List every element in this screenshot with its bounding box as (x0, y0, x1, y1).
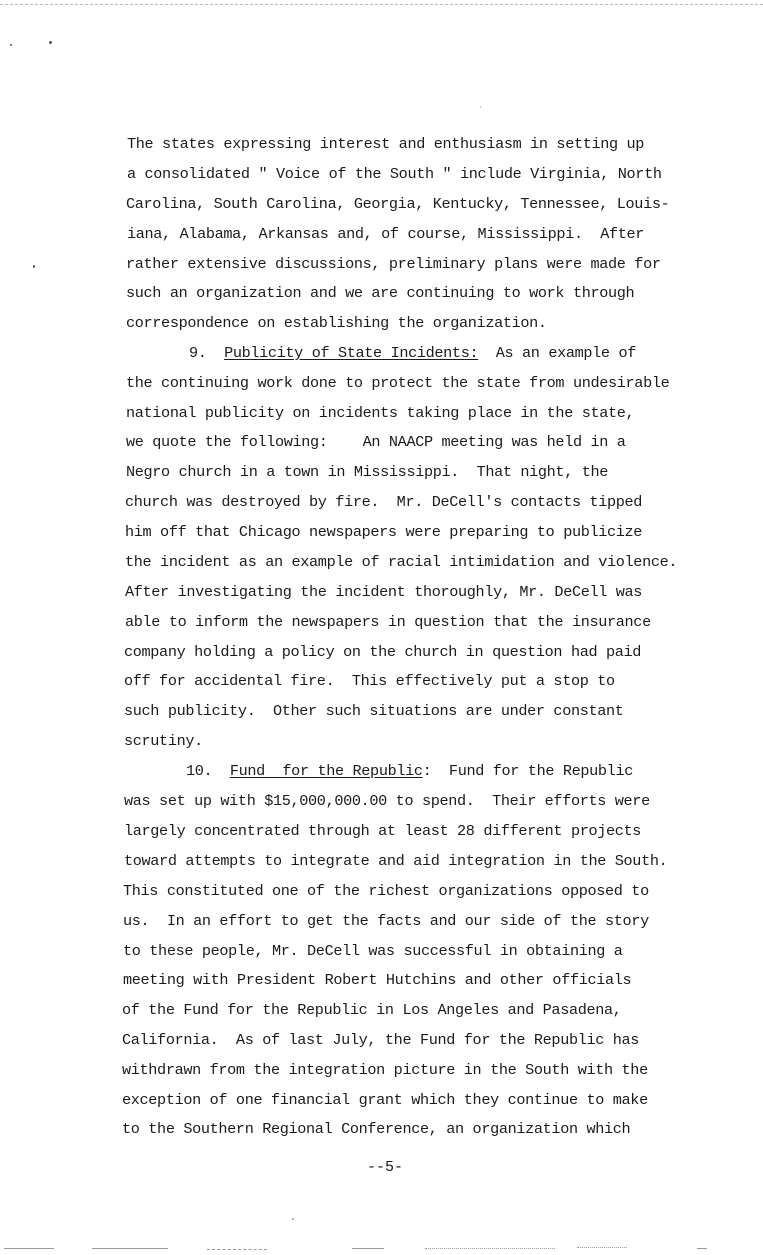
text-line: such publicity. Other such situations are under constant (124, 702, 624, 720)
section-9-first-line (189, 342, 636, 364)
text-line: largely concentrated through at least 28 different projects (124, 822, 642, 840)
section-9-number: 9. (189, 344, 207, 362)
text-line: to these people, Mr. DeCell was successful in obtaining a (123, 942, 623, 960)
section-10-number: 10. (186, 762, 213, 780)
text-line: rather extensive discussions, preliminary plans were made for (126, 255, 661, 273)
text-line: The states expressing interest and enthusiasm in setting up (127, 135, 645, 153)
text-line: Carolina, South Carolina, Georgia, Kentucky, Tennessee, Louis- (126, 195, 670, 213)
text-line: us. In an effort to get the facts and our side of the story (123, 912, 649, 930)
text-line: California. As of last July, the Fund for the Republic has (122, 1031, 640, 1049)
scan-line (92, 1248, 168, 1249)
text-line: withdrawn from the integration picture in the South with the (122, 1061, 648, 1079)
text-line: company holding a policy on the church in question had paid (124, 643, 642, 661)
scan-line (697, 1248, 707, 1249)
section-10-first-line (186, 760, 633, 782)
text-line: him off that Chicago newspapers were preparing to publicize (125, 523, 643, 541)
text-line: iana, Alabama, Arkansas and, of course, Mississippi. After (127, 225, 645, 243)
text-line: national publicity on incidents taking place in the state, (126, 404, 635, 422)
text-line: This constituted one of the richest organizations opposed to (123, 882, 649, 900)
scan-line (425, 1248, 555, 1249)
text-line: off for accidental fire. This effectively put a stop to (124, 672, 615, 690)
text-line: toward attempts to integrate and aid integration in the South. (124, 852, 668, 870)
text-line: correspondence on establishing the organization. (126, 314, 547, 332)
section-9-heading: Publicity of State Incidents: (224, 344, 479, 362)
text-line: After investigating the incident thoroughly, Mr. DeCell was (125, 583, 643, 601)
text-line: a consolidated " Voice of the South " include Virginia, North (127, 165, 662, 183)
section-9-first-line-rest: As an example of (495, 344, 636, 362)
page-number: --5- (367, 1159, 404, 1176)
text-line: scrutiny. (124, 732, 203, 750)
text-line: Negro church in a town in Mississippi. That night, the (126, 463, 609, 481)
scan-line (352, 1248, 384, 1249)
scan-line (207, 1249, 267, 1250)
text-line: the continuing work done to protect the state from undesirable (126, 374, 670, 392)
scan-speck (292, 1218, 294, 1220)
text-line: of the Fund for the Republic in Los Angeles and Pasadena, (122, 1001, 622, 1019)
section-10-first-line-rest: : Fund for the Republic (422, 762, 633, 780)
scan-line (577, 1247, 627, 1248)
text-line: able to inform the newspapers in question that the insurance (125, 613, 651, 631)
text-line: exception of one financial grant which they continue to make (122, 1091, 648, 1109)
text-line: we quote the following: An NAACP meeting was held in a (126, 433, 626, 451)
text-line: was set up with $15,000,000.00 to spend. Their efforts were (124, 792, 650, 810)
text-line: such an organization and we are continuing to work through (126, 284, 635, 302)
text-line: the incident as an example of racial intimidation and violence. (125, 553, 678, 571)
scan-line (4, 1248, 54, 1249)
section-10-heading: Fund for the Republic (229, 762, 423, 780)
text-line: meeting with President Robert Hutchins and other officials (123, 971, 632, 989)
text-line: church was destroyed by fire. Mr. DeCell's contacts tipped (125, 493, 643, 511)
text-line: to the Southern Regional Conference, an organization which (122, 1120, 631, 1138)
